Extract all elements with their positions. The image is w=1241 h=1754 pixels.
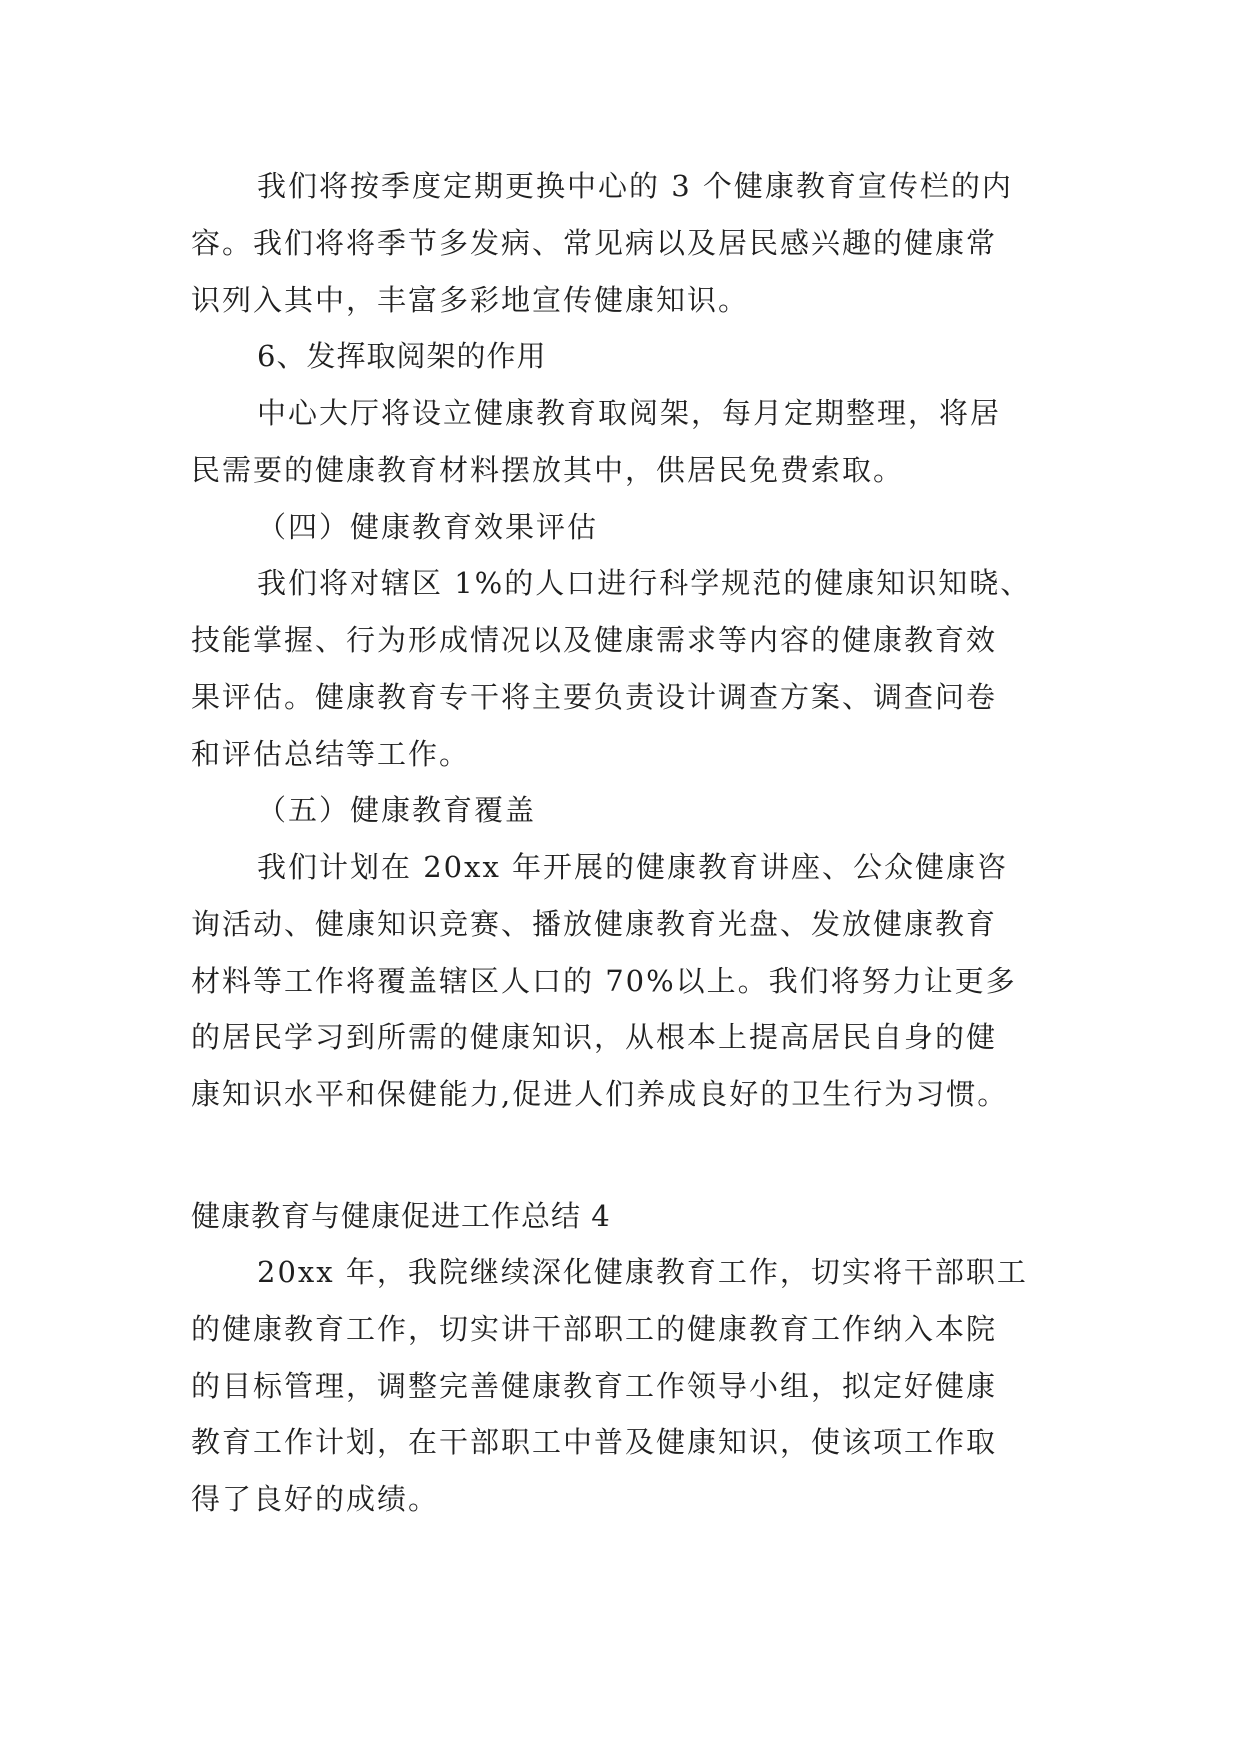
section-heading: （五）健康教育覆盖 bbox=[257, 793, 537, 827]
paragraph-line: 我们将对辖区 1%的人口进行科学规范的健康知识知晓、 bbox=[257, 566, 1032, 600]
paragraph-line: 的健康教育工作，切实讲干部职工的健康教育工作纳入本院 bbox=[191, 1312, 998, 1346]
paragraph-line: 识列入其中，丰富多彩地宣传健康知识。 bbox=[191, 283, 750, 317]
paragraph-line: 容。我们将将季节多发病、常见病以及居民感兴趣的健康常 bbox=[191, 226, 998, 260]
paragraph-line: 我们将按季度定期更换中心的 3 个健康教育宣传栏的内 bbox=[257, 169, 1013, 203]
paragraph-line: 的居民学习到所需的健康知识，从根本上提高居民自身的健 bbox=[191, 1020, 998, 1054]
paragraph-line: 我们计划在 20xx 年开展的健康教育讲座、公众健康咨 bbox=[257, 850, 1009, 884]
paragraph-line: 技能掌握、行为形成情况以及健康需求等内容的健康教育效 bbox=[191, 623, 998, 657]
section-heading: 6、发挥取阅架的作用 bbox=[257, 339, 547, 373]
paragraph-line: 得了良好的成绩。 bbox=[191, 1482, 440, 1516]
paragraph-line: 材料等工作将覆盖辖区人口的 70%以上。我们将努力让更多 bbox=[191, 964, 1017, 998]
document-subtitle: 健康教育与健康促进工作总结 4 bbox=[191, 1199, 611, 1233]
paragraph-line: 的目标管理，调整完善健康教育工作领导小组，拟定好健康 bbox=[191, 1369, 998, 1403]
section-heading: （四）健康教育效果评估 bbox=[257, 510, 599, 544]
paragraph-line: 康知识水平和保健能力,促进人们养成良好的卫生行为习惯。 bbox=[191, 1077, 1009, 1111]
paragraph-line: 和评估总结等工作。 bbox=[191, 737, 471, 771]
paragraph-line: 询活动、健康知识竞赛、播放健康教育光盘、发放健康教育 bbox=[191, 907, 998, 941]
paragraph-line: 教育工作计划，在干部职工中普及健康知识，使该项工作取 bbox=[191, 1425, 998, 1459]
paragraph-line: 果评估。健康教育专干将主要负责设计调查方案、调查问卷 bbox=[191, 680, 998, 714]
paragraph-line: 民需要的健康教育材料摆放其中，供居民免费索取。 bbox=[191, 453, 905, 487]
paragraph-line: 20xx 年，我院继续深化健康教育工作，切实将干部职工 bbox=[257, 1255, 1028, 1289]
paragraph-line: 中心大厅将设立健康教育取阅架，每月定期整理，将居 bbox=[257, 396, 1002, 430]
